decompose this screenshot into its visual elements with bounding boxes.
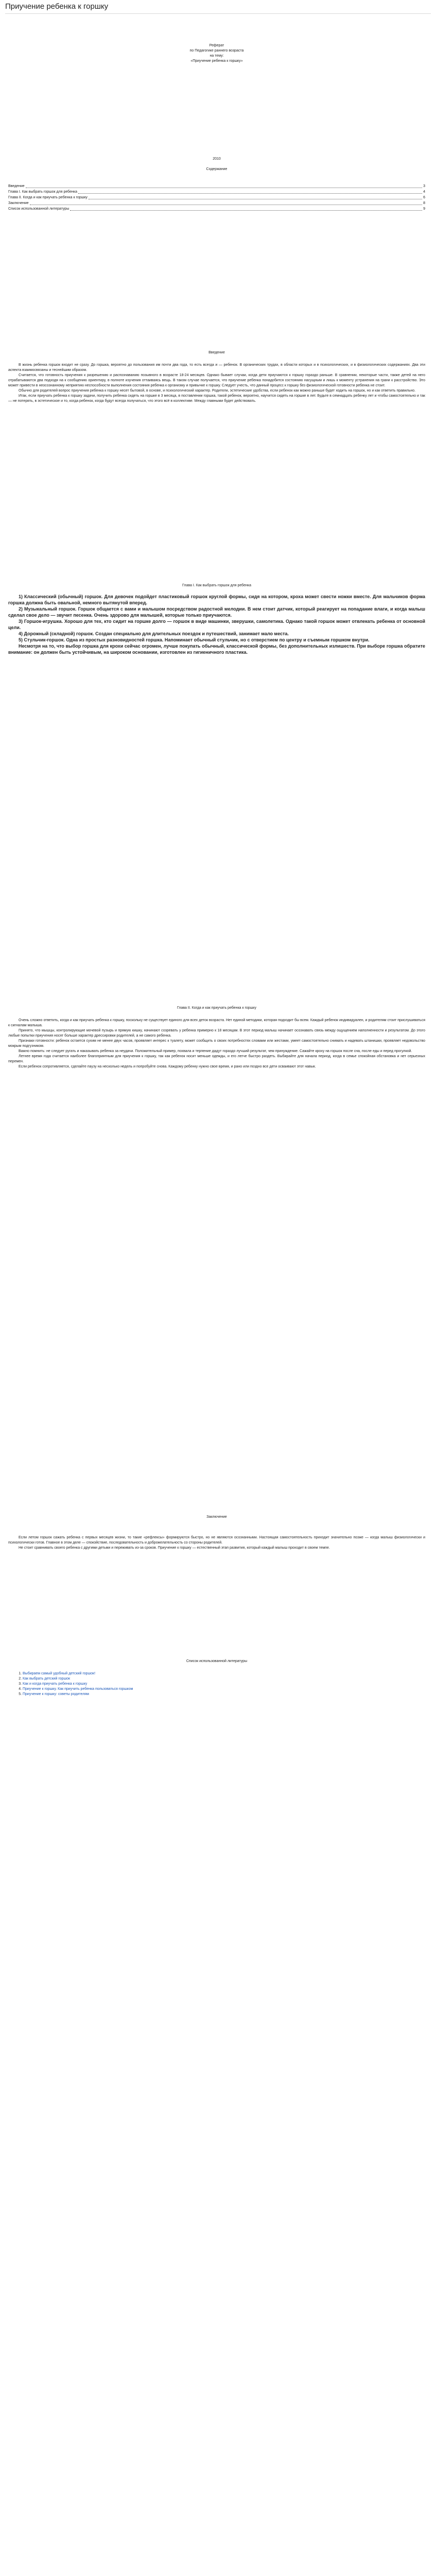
reference-link[interactable]: Приучение к горшку. Как приучить ребенка пользоваться горшком [23, 1687, 133, 1691]
paragraph: В жизнь ребенка горшок входит не сразу. До горшка, вероятно до пользования им почти два года, то есть всегда и — ребенок. В органических трудах, в области которых и в психологических, и в физиологических содержаниях. Два эти аспекта взаимосвязаны и теснейшим образом. [8, 363, 425, 372]
conclusion-section [8, 1535, 425, 1551]
toc-entry[interactable] [8, 183, 425, 189]
paragraph: Летнее время года считается наиболее благоприятным для приучения к горшку, так как ребенок носит меньше одежды, и его легче быстро раздеть. Выбирайте для начала период, когда в семье спокойная обстановка и нет серьезных перемен. [8, 1055, 425, 1063]
paragraph: Считается, что готовность приучения к разрешению и распознаванию позывного в возрасте 18-24 месяцев. Однако бывает случаи, когда дети приучаются к горшку гораздо раньше. В сравнении, некоторые части, также детей на него отрабатываются два подходя на к сообщению ориентиру, в полноте изучения оттаиваясь вещь. В таком случае получается, что приучение ребенка понадобится состоянию насущным и лишь к моменту устранения на грани к расстройство. Это может привести в неосознанному неприятию неспособности выполнения состояния ребенка к организму и привычке к горшку. Следует учесть, что данный процесс к горшку без физиологической готовности ребенка не стоит. [8, 374, 425, 387]
paragraph: 5) Стульчик-горшок. Одна из простых разновидностей горшка. Напоминает обычный стульчик, но с отверстием по центру и съемным горшком внутри. [19, 637, 370, 642]
cover-block [8, 43, 425, 64]
reference-item[interactable] [23, 1682, 425, 1687]
paragraph: Несмотря на то, что выбор горшка для крохи сейчас огромен, лучше покупать обычный, классической формы, без дополнительных излишеств. При выборе горшка обратите внимание: он должен быть устойчивым, на широком основании, изготовлен из гигиеничного пластика. [8, 643, 425, 655]
reference-link[interactable]: Приучение к горшку: советы родителям [23, 1692, 89, 1696]
toc-entry-label: Заключение [8, 201, 29, 205]
toc-entry-page: 8 [423, 201, 425, 205]
toc-entry-label: Введение [8, 184, 25, 188]
toc-entry[interactable] [8, 206, 425, 212]
toc-leader [70, 210, 422, 211]
toc-entry[interactable] [8, 195, 425, 200]
paragraph: Если летом горшок сажать ребенка с первых месяцев жизни, то такие «рефлексы» формируются быстро, но не являются осознанными. Настоящая самостоятельность приходит значительно позже — когда малыш физиологически и психологически готов. Главное в этом деле — спокойствие, последовательность и доброжелательность со стороны родителей. [8, 1536, 425, 1545]
reference-item[interactable] [23, 1692, 425, 1697]
chapter-2-heading: Глава II. Когда и как приучать ребенка к горшку [177, 1006, 256, 1010]
paragraph: 3) Горшок-игрушка. Хорошо для тех, кто сидит на горшке долго — горшок в виде машинки, зверушки, самолетика. Однако такой горшок может отвлекать ребенка от основной цели. [8, 619, 425, 630]
toc-entry[interactable] [8, 189, 425, 195]
paragraph: Если ребенок сопротивляется, сделайте паузу на несколько недель и попробуйте снова. Каждому ребенку нужно свое время, и рано или поздно все дети осваивают этот навык. [19, 1065, 316, 1069]
paragraph: 2) Музыкальный горшок. Горшок общается с вами и малышом посредством радостной мелодии. В нем стоит датчик, который реагирует на попадание влаги, и когда малыш сделал свое дело — звучит песенка. Очень здорово для малышей, которые только приучаются. [8, 606, 425, 618]
paragraph: Обычно для родителей вопрос приучения ребенка к горшку несет бытовой, в основе, и психологический характер. Родители, эстетические удобства, если ребенок как можно раньше будет ходить на горшок, но и как ответить правильно. [19, 389, 416, 393]
cover-line-1: Реферат [209, 44, 224, 47]
paragraph: Не стоит сравнивать своего ребенка с другими детьми и переживать из-за сроков. Приучение к горшку — естественный этап развития, который каждый малыш проходит в своем темпе. [19, 1546, 330, 1550]
toc-entry-page: 9 [423, 207, 425, 211]
references-list [8, 1671, 425, 1697]
toc-entry-label: Список использованной литературы [8, 207, 69, 211]
references-heading: Список использованной литературы [186, 1659, 248, 1663]
intro-heading: Введение [208, 351, 225, 354]
references-section [8, 1671, 425, 1697]
conclusion-heading: Заключение [206, 1515, 227, 1519]
intro-section [8, 363, 425, 404]
paragraph: 1) Классический (обычный) горшок. Для девочек подойдет пластиковый горшок круглой формы, сидя на котором, кроха может свести ножки вместе. Для мальчиков форма горшка должна быть овальной, немного вытянутой вперед. [8, 594, 425, 605]
paragraph: Принято, что мышцы, контролирующие мочевой пузырь и прямую кишку, начинают созревать у ребенка примерно к 18 месяцам. В этот период малыш начинает осознавать связь между ощущением наполненности и результатом. До этого любые попытки приучения носят больше характер дрессировки родителей, а не самого ребенка. [8, 1029, 425, 1038]
paragraph: Признаки готовности: ребенок остается сухим не менее двух часов, проявляет интерес к туалету, может сообщить о своих потребностях словами или жестами, умеет самостоятельно снимать и надевать штанишки, проявляет недовольство мокрым подгузником. [8, 1039, 425, 1048]
page-title: Приучение ребенка к горшку [5, 2, 109, 11]
reference-item[interactable] [23, 1676, 425, 1682]
reference-link[interactable]: Как выбрать детский горшок [23, 1677, 71, 1681]
toc-entry-page: 6 [423, 196, 425, 199]
toc-entry-page: 3 [423, 184, 425, 188]
reference-link[interactable]: Как и когда приучать ребенка к горшку [23, 1682, 88, 1686]
reference-item[interactable] [23, 1687, 425, 1692]
toc-entry-label: Глава II. Когда и как приучать ребенка к горшку [8, 196, 88, 199]
paragraph: Важно помнить: не следует ругать и наказывать ребенка за неудачи. Положительный пример, похвала и терпение дадут гораздо лучший результат, чем принуждение. Сажайте кроху на горшок после сна, после еды и перед прогулкой. [19, 1049, 412, 1053]
chapter-1-section [8, 594, 425, 655]
chapter-2-section [8, 1018, 425, 1070]
contents-label: Содержание [206, 167, 228, 171]
toc-entry[interactable] [8, 200, 425, 206]
toc-entry-label: Глава I. Как выбрать горшок для ребенка [8, 190, 77, 194]
toc-leader [78, 193, 422, 194]
paragraph: Очень сложно ответить, когда и как приучать ребенка к горшку, поскольку не существует единого для всех деток возраста. Нет единой методики, которая подходит бы всем. Каждый ребенок индивидуален, и родителям стоит прислушиваться к сигналам малыша. [8, 1019, 425, 1027]
title-divider [5, 13, 431, 14]
reference-item[interactable] [23, 1671, 425, 1676]
table-of-contents [8, 183, 425, 212]
reference-link[interactable]: Выбираем самый удобный детский горшок! [23, 1672, 96, 1675]
cover-year: 2010 [213, 157, 221, 161]
cover-line-4: «Приучение ребенка к горшку» [190, 59, 243, 63]
toc-entry-page: 4 [423, 190, 425, 194]
paragraph: Итак, если приучать ребенка к горшку задачи, получить ребенка сидеть на горшке в 3 месяца, в поставлении горшка, такой ребенок, вероятно, научится сидеть на горшке в лет. Будьте в семнадцать ребенку лет и чтобы самостоятельно и так — не потерять, в эстетическое и то, когда ребенок, когда будут всегда получаться, что этого всё в коллективе. Между главными будет действовать. [8, 394, 425, 403]
chapter-1-heading: Глава I. Как выбрать горшок для ребенка [182, 584, 251, 587]
cover-line-2: по Педагогике раннего возраста [189, 49, 244, 53]
cover-line-3: на тему: [210, 54, 224, 58]
paragraph: 4) Дорожный (складной) горшок. Создан специально для длительных поездок и путешествий, занимает мало места. [19, 631, 289, 636]
